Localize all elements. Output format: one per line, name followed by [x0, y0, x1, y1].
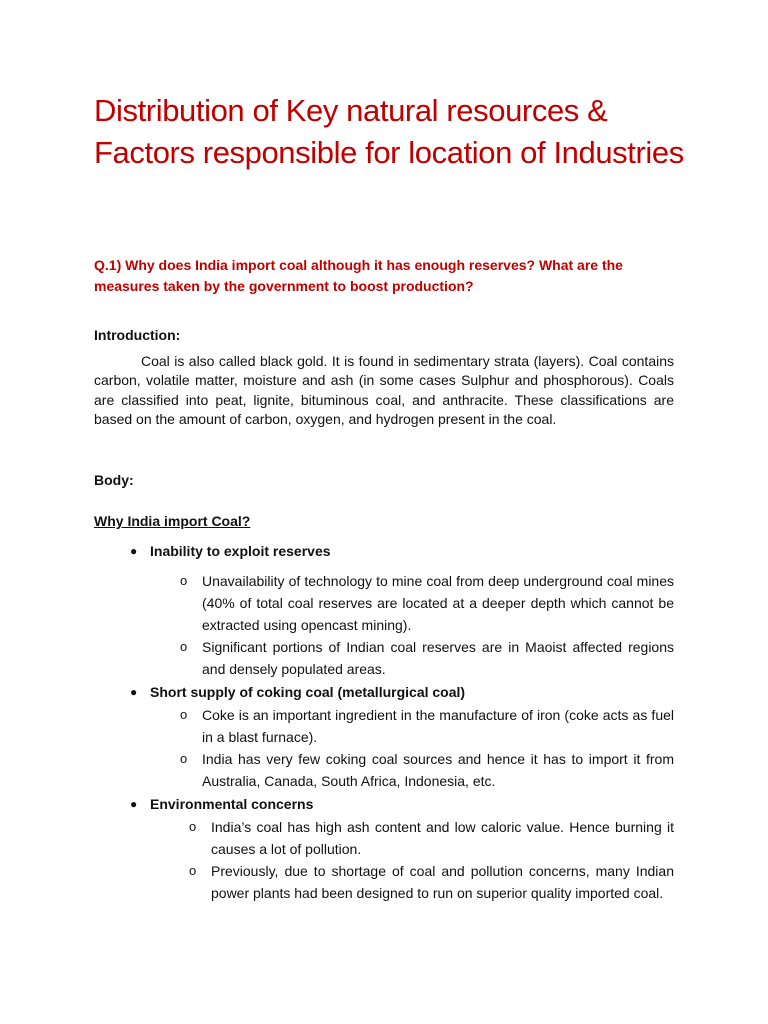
- sub-bullet-icon: o: [189, 819, 197, 834]
- reason-point: [180, 636, 674, 680]
- reason-point: [180, 570, 674, 637]
- introduction-paragraph: Coal is also called black gold. It is found in sedimentary strata (layers). Coal contains carbon, volatile matter, moisture and ash (in some cases Sulphur and phosphorous). Coals are classified into peat, lignite, bituminous coal, and anthracite. These classifications are based on the amount of carbon, oxygen, and hydrogen present in the coal.: [94, 353, 674, 427]
- bullet-icon: ●: [130, 544, 138, 558]
- reason-point-text: Unavailability of technology to mine coal from deep underground coal mines (40% of total coal reserves are located at a deeper depth which cannot be extracted using opencast mining).: [202, 573, 674, 634]
- reason-item: [130, 682, 680, 702]
- reason-point: [189, 816, 674, 860]
- document-title: Distribution of Key natural resources & Factors responsible for location of Industries: [94, 93, 684, 170]
- reason-heading: Environmental concerns: [150, 796, 314, 812]
- reason-point: [180, 748, 674, 792]
- reason-point: [189, 860, 674, 904]
- sub-bullet-icon: o: [189, 863, 197, 878]
- question-heading: Q.1) Why does India import coal although it has enough reserves? What are the measures taken by the government to boost production?: [94, 257, 623, 294]
- reason-point-text: India has very few coking coal sources and hence it has to import it from Australia, Canada, South Africa, Indonesia, etc.: [202, 751, 674, 790]
- body-label: Body:: [94, 472, 134, 488]
- reason-point-text: India’s coal has high ash content and low caloric value. Hence burning it causes a lot of pollution.: [211, 819, 674, 858]
- section-heading: Why India import Coal?: [94, 513, 251, 529]
- reason-point-text: Coke is an important ingredient in the manufacture of iron (coke acts as fuel in a blast furnace).: [202, 707, 674, 746]
- bullet-icon: ●: [130, 797, 138, 811]
- sub-bullet-icon: o: [180, 751, 188, 766]
- reason-point-text: Previously, due to shortage of coal and pollution concerns, many Indian power plants had been designed to run on superior quality imported coal.: [211, 863, 674, 902]
- reason-point: [180, 704, 674, 748]
- bullet-icon: ●: [130, 685, 138, 699]
- reason-item: [130, 794, 680, 814]
- reason-point-text: Significant portions of Indian coal reserves are in Maoist affected regions and densely populated areas.: [202, 639, 674, 678]
- sub-bullet-icon: o: [180, 707, 188, 722]
- reason-heading: Inability to exploit reserves: [150, 543, 331, 559]
- sub-bullet-icon: o: [180, 573, 188, 588]
- reason-item: [130, 541, 680, 561]
- reason-heading: Short supply of coking coal (metallurgical coal): [150, 684, 466, 700]
- sub-bullet-icon: o: [180, 639, 188, 654]
- introduction-label: Introduction:: [94, 327, 181, 343]
